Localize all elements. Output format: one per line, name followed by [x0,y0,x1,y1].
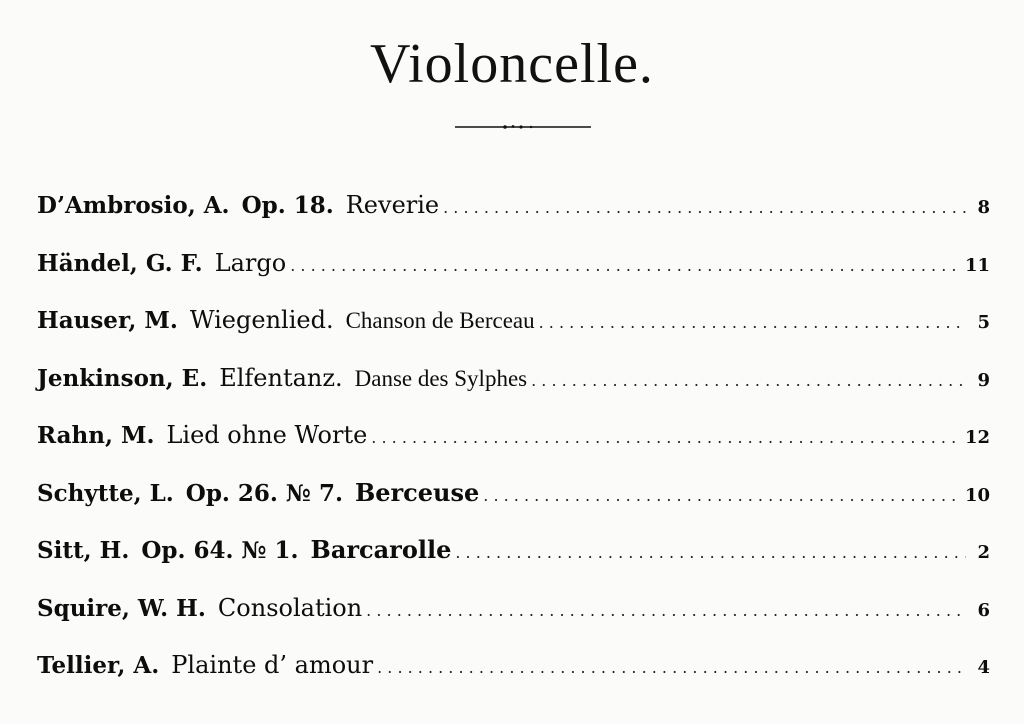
composer-name: Sitt, H. [37,537,130,564]
table-of-contents [37,190,990,708]
dot-leader [455,538,966,568]
piece-title: Wiegenlied. [189,306,334,334]
opus-number: Op. 26. № 7. [185,479,343,507]
piece-title: Elfentanz. [219,363,343,392]
dot-leader [443,193,966,223]
page-number: 10 [964,484,990,506]
dot-leader [531,366,966,396]
toc-entry[interactable] [37,420,990,478]
toc-entry[interactable] [37,190,990,248]
dot-leader [290,251,959,281]
page-title: Violoncelle. [370,33,654,95]
page-number: 6 [977,599,990,621]
page-number: 2 [977,542,990,563]
dot-leader [371,423,959,453]
composer-name: Rahn, M. [37,422,155,449]
page-number: 5 [977,312,990,333]
dot-leader [366,596,966,626]
piece-title: Lied ohne Worte [166,421,368,449]
dot-leader [377,653,966,683]
piece-title: Barcarolle [310,535,452,564]
composer-name: D’Ambrosio, A. [37,192,230,219]
title-ornament [455,122,591,132]
toc-entry[interactable] [37,535,990,593]
piece-title: Berceuse [354,477,480,507]
toc-entry[interactable] [37,363,990,421]
composer-name: Squire, W. H. [37,594,206,622]
opus-number: Op. 18. [241,192,334,219]
composer-name: Jenkinson, E. [37,364,208,392]
page-number: 8 [977,197,990,218]
piece-title: Largo [214,248,287,277]
dot-leader [539,308,966,338]
piece-title: Plainte d’ amour [171,651,374,679]
toc-entry[interactable] [37,305,990,363]
composer-name: Händel, G. F. [37,249,203,277]
page-number: 11 [964,254,990,276]
composer-name: Schytte, L. [37,479,174,507]
toc-entry[interactable] [37,593,990,651]
piece-subtitle: Danse des Sylphes [354,365,528,391]
opus-number: Op. 64. № 1. [141,537,299,564]
composer-name: Tellier, A. [37,652,160,679]
toc-entry[interactable] [37,650,990,708]
page-number: 4 [977,657,990,678]
toc-entry[interactable] [37,248,990,306]
piece-title: Consolation [217,593,363,622]
composer-name: Hauser, M. [37,307,178,334]
piece-title: Reverie [345,191,440,219]
dot-leader [483,481,959,511]
page-number: 9 [977,369,990,391]
toc-entry[interactable] [37,478,990,536]
page-number: 12 [964,427,990,448]
piece-subtitle: Chanson de Berceau [345,308,535,333]
